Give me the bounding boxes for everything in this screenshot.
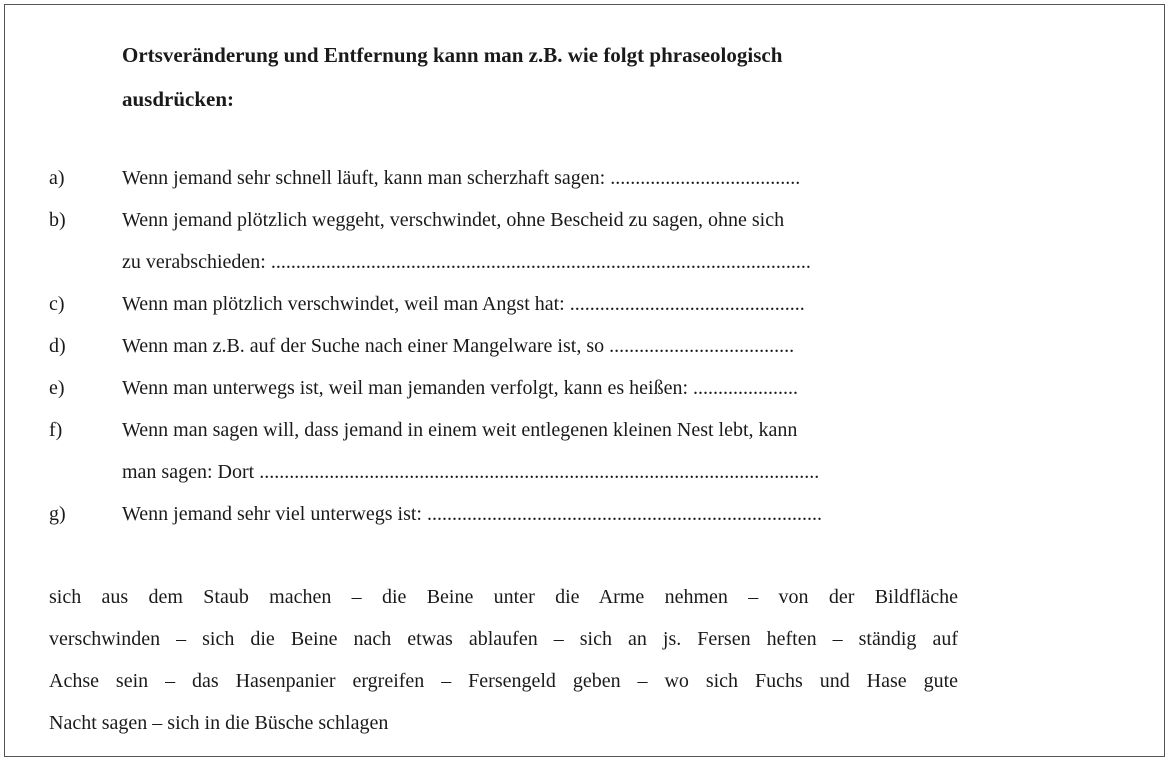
heading-line-2: ausdrücken: [122,87,235,111]
item-letter: d) [49,335,66,357]
item-letter: g) [49,503,66,525]
item-line-1: Wenn jemand sehr viel unterwegs ist: ............................................................................... [122,503,822,525]
item-line-1: Wenn man plötzlich verschwindet, weil man Angst hat: ............................................... [122,293,805,315]
phrase-bank [49,576,958,744]
item-line-1: Wenn man unterwegs ist, weil man jemanden verfolgt, kann es heißen: ..................... [122,377,799,399]
document-frame [4,4,1165,757]
item-line-2: zu verabschieden: ............................................................................................................ [122,251,811,273]
item-text [122,199,958,283]
phrase-bank-line-1: sich aus dem Staub machen – die Beine unter die Arme nehmen – von der Bildfläche [49,586,958,608]
item-line-2: man sagen: Dort ................................................................................................................ [122,461,820,483]
item-line-1: Wenn man sagen will, dass jemand in einem weit entlegenen kleinen Nest lebt, kann [122,419,798,441]
item-text [122,367,958,409]
exercise-heading [122,33,942,121]
item-letter: a) [49,167,65,189]
item-text [122,325,958,367]
item-text [122,283,958,325]
item-line-1: Wenn jemand plötzlich weggeht, verschwindet, ohne Bescheid zu sagen, ohne sich [122,209,785,231]
item-letter: c) [49,293,65,315]
item-text [122,409,958,493]
item-line-1: Wenn man z.B. auf der Suche nach einer Mangelware ist, so ..................................... [122,335,795,357]
item-letter: f) [49,419,63,441]
heading-line-1: Ortsveränderung und Entfernung kann man z.B. wie folgt phraseologisch [122,43,783,67]
phrase-bank-line-4: Nacht sagen – sich in die Büsche schlagen [49,712,389,734]
item-letter: b) [49,209,66,231]
item-text [122,157,958,199]
item-text [122,493,958,535]
item-letter: e) [49,377,65,399]
phrase-bank-line-2: verschwinden – sich die Beine nach etwas ablaufen – sich an js. Fersen heften – ständig auf [49,628,958,650]
phrase-bank-line-3: Achse sein – das Hasenpanier ergreifen – Fersengeld geben – wo sich Fuchs und Hase gute [49,670,958,692]
item-line-1: Wenn jemand sehr schnell läuft, kann man scherzhaft sagen: ...................................... [122,167,801,189]
